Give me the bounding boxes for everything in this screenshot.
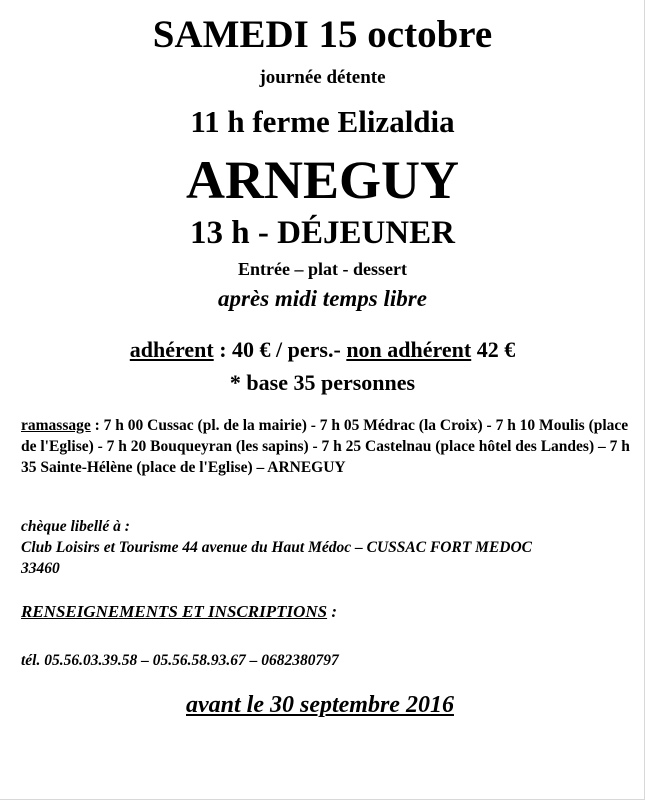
cheque-label: chèque libellé à :: [21, 518, 130, 535]
destination-title: ARNEGUY: [185, 150, 459, 210]
event-subtitle: journée détente: [259, 67, 386, 88]
pickup-label: ramassage: [21, 417, 91, 434]
base-note: * base 35 personnes: [229, 370, 416, 395]
info-heading: [21, 601, 631, 622]
pricing-line: [0, 336, 645, 364]
nonmember-label: non adhérent: [346, 337, 472, 362]
registration-deadline: avant le 30 septembre 2016: [186, 692, 454, 718]
event-date-heading: SAMEDI 15 octobre: [152, 13, 493, 56]
afternoon-note: après midi temps libre: [218, 286, 427, 311]
pickup-schedule: [21, 415, 631, 478]
member-price: : 40 € / pers.-: [213, 337, 347, 362]
cheque-postcode: 33460: [21, 560, 60, 577]
phone-numbers: tél. 05.56.03.39.58 – 05.56.58.93.67 – 0682380797: [21, 652, 339, 669]
pickup-text: : 7 h 00 Cussac (pl. de la mairie) - 7 h 05 Médrac (la Croix) - 7 h 10 Moulis (place de l'Eglise) - 7 h 20 Bouqueyran (les sapins) - 7 h 25 Castelnau (place hôtel des Landes) – 7 h 35 Sainte-Hélène (place de l'Eglise) – ARNEGUY: [21, 417, 630, 476]
lunch-time: 13 h - DÉJEUNER: [190, 215, 455, 251]
member-label: adhérent: [129, 337, 214, 362]
lunch-menu: Entrée – plat - dessert: [238, 259, 407, 279]
morning-activity: 11 h ferme Elizaldia: [190, 104, 455, 139]
info-title-suffix: :: [327, 602, 338, 621]
info-title: RENSEIGNEMENTS ET INSCRIPTIONS: [21, 602, 328, 621]
cheque-address: Club Loisirs et Tourisme 44 avenue du Haut Médoc – CUSSAC FORT MEDOC: [21, 539, 533, 556]
nonmember-price: 42 €: [471, 337, 516, 362]
